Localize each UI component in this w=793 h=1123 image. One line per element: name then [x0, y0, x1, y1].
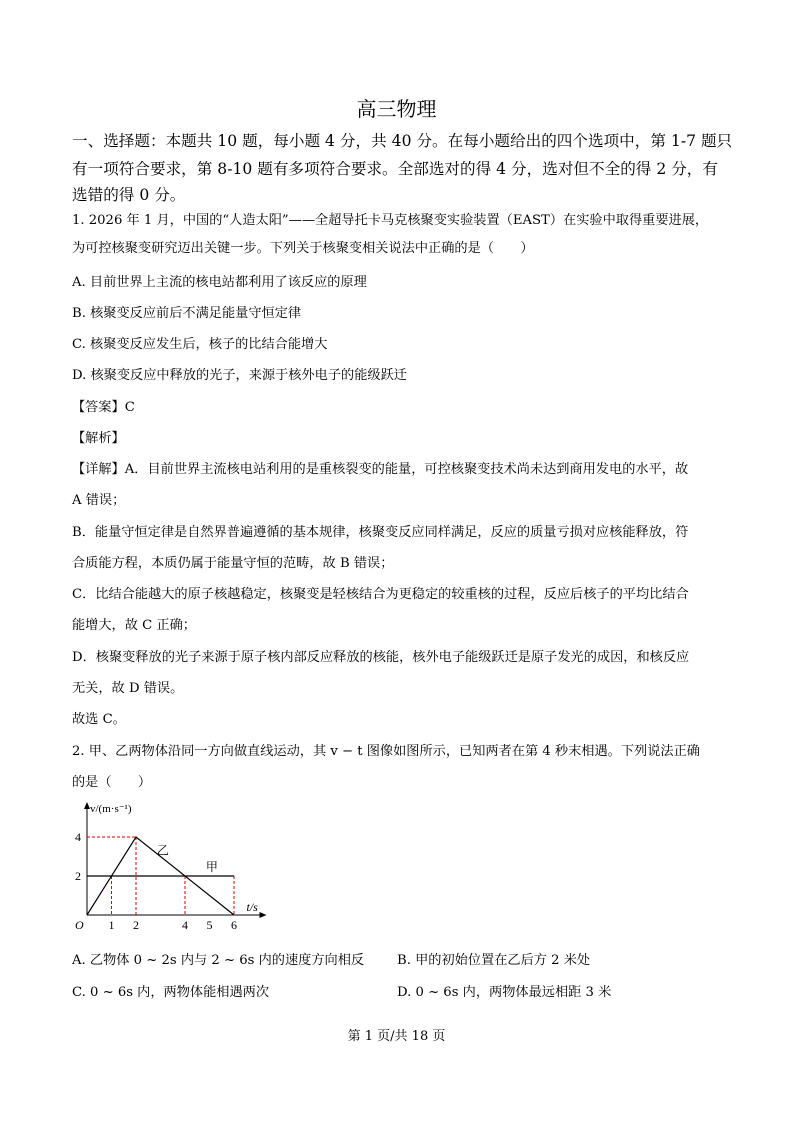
q1-analysis-label: 【解析】	[72, 431, 125, 446]
q1-explain-line: 故选 C。	[72, 712, 126, 727]
section-instruction-line: 一、选择题：本题共 10 题，每小题 4 分，共 40 分。在每小题给出的四个选项中，第 1-7 题只	[72, 132, 733, 150]
q2-option-b: B. 甲的初始位置在乙后方 2 米处	[397, 953, 591, 968]
q1-option-c: C. 核聚变反应发生后，核子的比结合能增大	[72, 337, 328, 352]
section-instruction-line: 选错的得 0 分。	[72, 186, 186, 204]
q2-option-a: A. 乙物体 0 ~ 2s 内与 2 ~ 6s 内的速度方向相反	[72, 953, 365, 968]
series-label-jia: 甲	[205, 860, 218, 874]
q1-explain-line: A 错误；	[72, 493, 126, 508]
x-tick-label: 1	[108, 918, 115, 932]
x-tick-label: 4	[182, 918, 188, 932]
series-label-yi: 乙	[156, 843, 169, 858]
y-axis-label: v/(m·s⁻¹)	[90, 803, 132, 815]
x-axis-label: t/s	[246, 900, 258, 914]
page-footer: 第 1 页/共 18 页	[347, 1029, 446, 1044]
q1-explain-line: 【详解】A．目前世界主流核电站利用的是重核裂变的能量，可控核聚变技术尚未达到商用发电的水平，故	[72, 462, 689, 477]
q1-explain-line: 能增大，故 C 正确；	[72, 618, 196, 633]
origin-label: O	[75, 918, 84, 932]
q1-explain-line: 无关，故 D 错误。	[72, 681, 184, 696]
q2-option-d: D. 0 ~ 6s 内，两物体最远相距 3 米	[397, 985, 612, 1000]
section-instruction-line: 有一项符合要求，第 8-10 题有多项符合要求。全部选对的得 4 分，选对但不全的得 2 分，有	[72, 160, 718, 178]
vt-graph	[70, 800, 285, 940]
q1-explain-line: 合质能方程，本质仍属于能量守恒的范畴，故 B 错误；	[72, 556, 394, 571]
q1-option-b: B. 核聚变反应前后不满足能量守恒定律	[72, 306, 302, 321]
q1-explain-line: B．能量守恒定律是自然界普遍遵循的基本规律，核聚变反应同样满足，反应的质量亏损对应核能释放，符	[72, 525, 689, 540]
x-tick-label: 2	[133, 918, 139, 932]
q2-stem: 的是（ ）	[72, 775, 152, 790]
x-tick-label: 6	[231, 918, 237, 932]
q1-stem: 为可控核聚变研究迈出关键一步。下列关于核聚变相关说法中正确的是（ ）	[72, 241, 534, 256]
q2-option-c: C. 0 ~ 6s 内，两物体能相遇两次	[72, 985, 270, 1000]
q1-explain-line: D．核聚变释放的光子来源于原子核内部反应释放的核能，核外电子能级跃迁是原子发光的成因，和核反应	[72, 650, 690, 665]
q1-answer: 【答案】C	[72, 400, 135, 415]
x-axis-arrow	[260, 912, 267, 918]
y-tick-label: 4	[75, 830, 81, 844]
q1-option-d: D. 核聚变反应中释放的光子，来源于核外电子的能级跃迁	[72, 368, 407, 383]
x-tick-label: 5	[206, 918, 213, 932]
q1-option-a: A. 目前世界上主流的核电站都利用了该反应的原理	[72, 275, 367, 290]
q2-stem: 2. 甲、乙两物体沿同一方向做直线运动，其 v − t 图像如图所示，已知两者在第 4 秒末相遇。下列说法正确	[72, 744, 700, 759]
y-tick-label: 2	[75, 869, 81, 883]
q1-explain-line: C．比结合能越大的原子核越稳定，核聚变是轻核结合为更稳定的较重核的过程，反应后核子的平均比结合	[72, 587, 689, 602]
page-title: 高三物理	[356, 97, 437, 121]
q1-stem: 1. 2026 年 1 月，中国的“人造太阳”——全超导托卡马克核聚变实验装置（EAST）在实验中取得重要进展，	[72, 213, 709, 228]
